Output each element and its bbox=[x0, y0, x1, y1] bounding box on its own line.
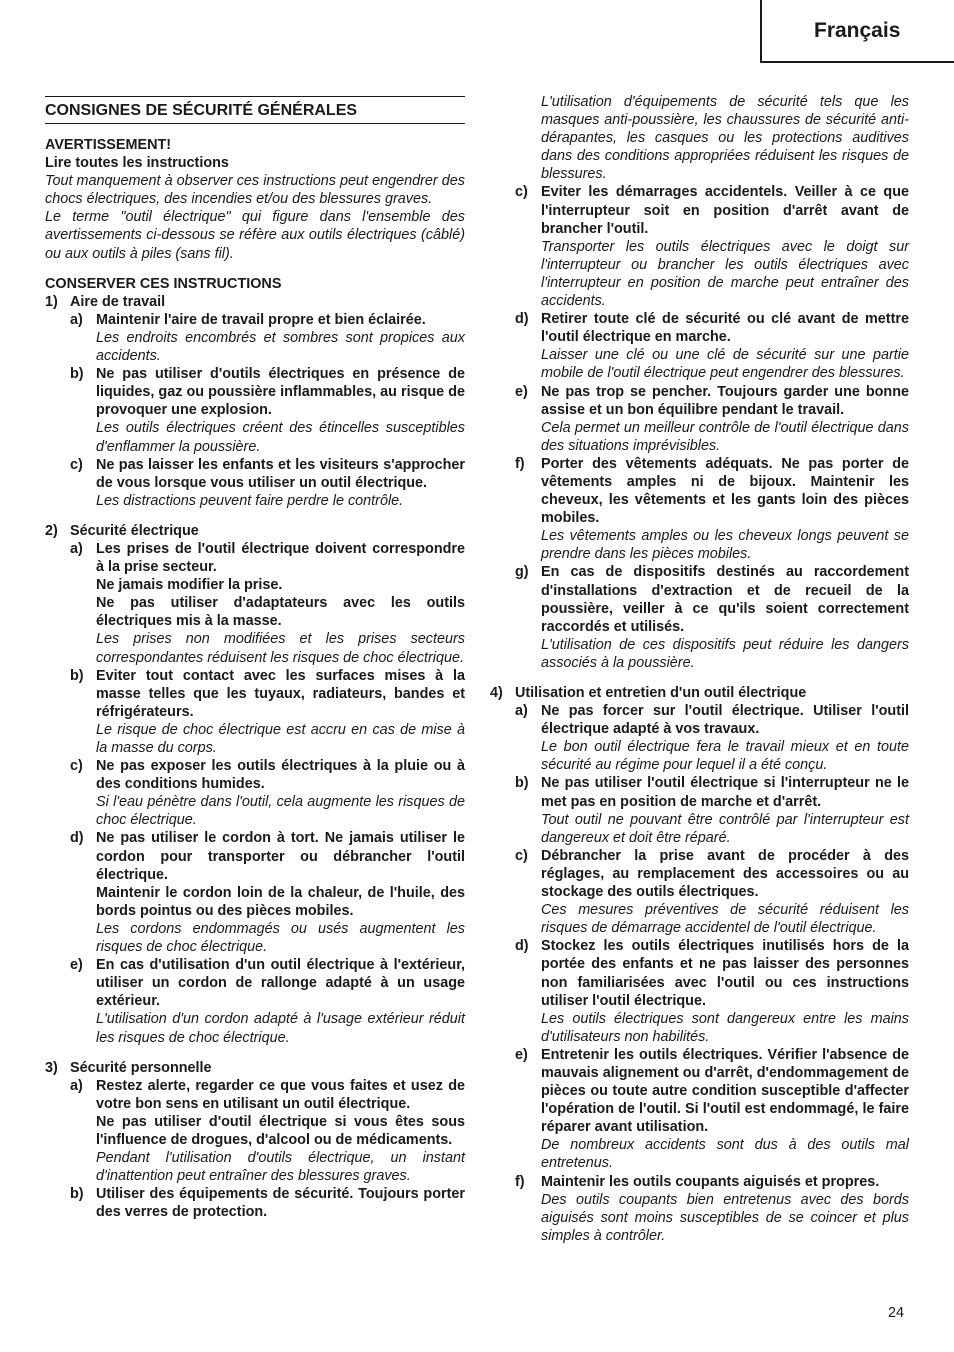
item-label: c) bbox=[515, 184, 528, 201]
list-item bbox=[515, 1173, 909, 1245]
list-item bbox=[70, 311, 465, 365]
section-gap bbox=[45, 510, 465, 522]
instruction-note: Les cordons endommagés ou usés augmentent les risques de choc électrique. bbox=[96, 920, 465, 956]
list-item bbox=[70, 829, 465, 956]
instruction-bold: Ne pas utiliser le cordon à tort. Ne jamais utiliser le cordon pour transporter ou débrancher l'outil électrique. bbox=[96, 830, 465, 883]
instruction-bold: Maintenir l'aire de travail propre et bien éclairée. bbox=[96, 311, 426, 328]
instruction-bold: Ne pas utiliser l'outil électrique si l'interrupteur ne le met pas en position de marche et d'arrêt. bbox=[541, 775, 909, 810]
section-heading bbox=[490, 684, 909, 702]
instruction-bold: Ne pas trop se pencher. Toujours garder une bonne assise et un bon équilibre pendant le travail. bbox=[541, 383, 909, 418]
section-heading bbox=[45, 522, 465, 540]
left-sections bbox=[45, 293, 465, 1222]
item-body bbox=[541, 383, 909, 455]
instruction-bold: Restez alerte, regarder ce que vous faites et usez de votre bon sens en utilisant un outil électrique. bbox=[96, 1077, 465, 1112]
instruction-note: De nombreux accidents sont dus à des outils mal entretenus. bbox=[541, 1137, 909, 1172]
instruction-note: Tout outil ne pouvant être contrôlé par l'interrupteur est dangereux et doit être réparé. bbox=[541, 811, 909, 846]
item-body bbox=[96, 667, 465, 757]
section-number: 4) bbox=[490, 685, 503, 701]
section-heading-text: Sécurité personnelle bbox=[70, 1059, 212, 1076]
instruction-bold: En cas de dispositifs destinés au raccordement d'installations d'extraction et de recueil de la poussière, veiller à ce qu'ils soient correctement raccordés et utilisés. bbox=[541, 564, 909, 635]
item-label: c) bbox=[70, 456, 83, 473]
warning-text: Tout manquement à observer ces instructions peut engendrer des chocs électriques, des incendies et/ou des blessures graves. bbox=[45, 173, 465, 208]
item-body bbox=[96, 1185, 465, 1221]
instruction-bold: Ne pas utiliser d'outils électriques en présence de liquides, gaz ou poussière inflammables, au risque de provoquer une explosion. bbox=[96, 366, 465, 419]
item-label: a) bbox=[515, 703, 528, 720]
section-number: 3) bbox=[45, 1059, 58, 1076]
instruction-note: Les vêtements amples ou les cheveux longs peuvent se prendre dans les pièces mobiles. bbox=[541, 528, 909, 563]
list-item bbox=[70, 1185, 465, 1221]
keep-instructions-heading: CONSERVER CES INSTRUCTIONS bbox=[45, 275, 282, 292]
item-body bbox=[541, 937, 909, 1046]
item-label: d) bbox=[70, 830, 84, 847]
list-item bbox=[70, 365, 465, 455]
item-label: b) bbox=[515, 775, 529, 792]
instruction-note: Des outils coupants bien entretenus avec des bords aiguisés sont moins susceptibles de se coincer et plus simples à contrôler. bbox=[541, 1191, 909, 1244]
instruction-note: Les prises non modifiées et les prises secteurs correspondantes réduisent les risques de choc électrique. bbox=[96, 631, 465, 666]
item-body bbox=[96, 456, 465, 510]
instruction-bold: Porter des vêtements adéquats. Ne pas porter de vêtements amples ni de bijoux. Maintenir les cheveux, les vêtements et les gants loin des pièces mobiles. bbox=[541, 455, 909, 527]
list-item bbox=[515, 847, 909, 937]
instruction-bold: Les prises de l'outil électrique doivent correspondre à la prise secteur. bbox=[96, 540, 465, 576]
section-number: 1) bbox=[45, 293, 58, 310]
item-body bbox=[96, 365, 465, 455]
instruction-bold: En cas d'utilisation d'un outil électrique à l'extérieur, utiliser un cordon de rallonge adapté à un usage extérieur. bbox=[96, 957, 465, 1010]
item-label: b) bbox=[70, 1186, 84, 1203]
item-body bbox=[541, 774, 909, 846]
item-label: d) bbox=[515, 311, 529, 328]
item-label: f) bbox=[515, 455, 525, 472]
instruction-bold: Ne jamais modifier la prise. bbox=[96, 577, 283, 594]
section-heading-text: Sécurité électrique bbox=[70, 522, 199, 539]
item-body bbox=[96, 956, 465, 1046]
item-label: b) bbox=[70, 667, 84, 684]
item-label: e) bbox=[515, 383, 528, 400]
item-label: a) bbox=[70, 1077, 83, 1094]
item-label: g) bbox=[515, 564, 529, 581]
instruction-bold: Ne pas forcer sur l'outil électrique. Utiliser l'outil électrique adapté à vos travaux. bbox=[541, 703, 909, 738]
item-label: c) bbox=[515, 847, 528, 864]
list-item bbox=[70, 540, 465, 667]
instruction-note: Cela permet un meilleur contrôle de l'outil électrique dans des situations imprévisibles. bbox=[541, 419, 909, 454]
item-body bbox=[541, 183, 909, 310]
list-item bbox=[70, 667, 465, 757]
instruction-bold: Entretenir les outils électriques. Vérifier l'absence de mauvais alignement ou d'arrêt, d'endommagement de pièces ou toute autre condition susceptible d'affecter l'opération de l'outil. Si l'outil est endommagé, le faire réparer avant utilisation. bbox=[541, 1046, 909, 1136]
item-body bbox=[541, 847, 909, 937]
list-item bbox=[515, 383, 909, 455]
list-item bbox=[515, 310, 909, 382]
item-body bbox=[541, 455, 909, 564]
section-heading-text: Utilisation et entretien d'un outil électrique bbox=[515, 685, 807, 701]
item-body bbox=[541, 1173, 909, 1245]
instruction-bold: Ne pas laisser les enfants et les visiteurs s'approcher de vous lorsque vous utiliser un outil électrique. bbox=[96, 456, 465, 491]
language-tab bbox=[760, 0, 954, 63]
item-label: e) bbox=[70, 957, 83, 974]
list-item bbox=[70, 757, 465, 829]
instruction-note: Les endroits encombrés et sombres sont propices aux accidents. bbox=[96, 329, 465, 365]
instruction-note: Les distractions peuvent faire perdre le contrôle. bbox=[96, 492, 404, 509]
instruction-bold: Eviter tout contact avec les surfaces mises à la masse telles que les tuyaux, radiateurs, bandes et réfrigérateurs. bbox=[96, 667, 465, 720]
instruction-note: Ces mesures préventives de sécurité réduisent les risques de démarrage accidentel de l'outil électrique. bbox=[541, 902, 909, 937]
continuation-text: L'utilisation d'équipements de sécurité tels que les masques anti-poussière, les chaussures de sécurité anti-dérapantes, les casques ou les protections auditives dans des conditions appropriées réduisent les risques de blessures. bbox=[541, 94, 909, 183]
instruction-bold: Ne pas exposer les outils électriques à la pluie ou à des conditions humides. bbox=[96, 758, 465, 793]
right-column bbox=[490, 93, 909, 1245]
instruction-bold: Maintenir les outils coupants aiguisés et propres. bbox=[541, 1173, 880, 1190]
section-gap bbox=[45, 1047, 465, 1059]
list-item bbox=[515, 702, 909, 774]
instruction-note: L'utilisation de ces dispositifs peut réduire les dangers associés à la poussière. bbox=[541, 636, 909, 671]
item-label: e) bbox=[515, 1046, 528, 1063]
list-item bbox=[70, 956, 465, 1046]
item-label: f) bbox=[515, 1173, 525, 1190]
section-heading bbox=[45, 293, 465, 311]
list-item bbox=[515, 183, 909, 310]
item-body bbox=[541, 563, 909, 672]
left-column bbox=[45, 93, 465, 1221]
instruction-bold: Débrancher la prise avant de procéder à des réglages, au remplacement des accessoires ou au stockage des outils électriques. bbox=[541, 847, 909, 901]
page-number: 24 bbox=[888, 1305, 905, 1321]
instruction-note: Les outils électriques créent des étincelles susceptibles d'enflammer la poussière. bbox=[96, 420, 465, 455]
item-label: d) bbox=[515, 938, 529, 955]
section-title: CONSIGNES DE SÉCURITÉ GÉNÉRALES bbox=[45, 96, 465, 124]
item-body bbox=[96, 1077, 465, 1186]
warning-title: AVERTISSEMENT! bbox=[45, 137, 172, 153]
instruction-bold: Eviter les démarrages accidentels. Veiller à ce que l'interrupteur soit en position d'arrêt avant de brancher l'outil. bbox=[541, 184, 909, 237]
item-body bbox=[541, 1046, 909, 1173]
item-label: b) bbox=[70, 366, 84, 383]
section-number: 2) bbox=[45, 522, 58, 539]
item-body bbox=[541, 702, 909, 774]
instruction-bold: Ne pas utiliser d'outil électrique si vous êtes sous l'influence de drogues, d'alcool ou de médicaments. bbox=[96, 1113, 465, 1148]
item-body bbox=[96, 311, 465, 365]
instruction-bold: Ne pas utiliser d'adaptateurs avec les outils électriques mis à la masse. bbox=[96, 595, 465, 630]
section-4-items bbox=[490, 702, 909, 1245]
section-3-continued bbox=[490, 183, 909, 672]
instruction-bold: Retirer toute clé de sécurité ou clé avant de mettre l'outil électrique en marche. bbox=[541, 311, 909, 346]
list-item bbox=[70, 456, 465, 510]
list-item bbox=[515, 774, 909, 846]
section-heading-text: Aire de travail bbox=[70, 293, 166, 310]
list-item bbox=[515, 937, 909, 1046]
list-item bbox=[515, 455, 909, 564]
item-body bbox=[541, 310, 909, 382]
instruction-note: Le risque de choc électrique est accru en cas de mise à la masse du corps. bbox=[96, 721, 465, 756]
list-item bbox=[515, 563, 909, 672]
language-label: Français bbox=[814, 18, 901, 42]
instruction-note: Si l'eau pénètre dans l'outil, cela augmente les risques de choc électrique. bbox=[96, 794, 465, 829]
item-label: c) bbox=[70, 758, 83, 775]
list-item bbox=[515, 1046, 909, 1173]
instruction-note: Les outils électriques sont dangereux entre les mains d'utilisateurs non habilités. bbox=[541, 1010, 909, 1045]
instruction-note: Le bon outil électrique fera le travail mieux et en toute sécurité au régime pour lequel il a été conçu. bbox=[541, 739, 909, 774]
warning-text: Le terme "outil électrique" qui figure dans l'ensemble des avertissements ci-dessous se réfère aux outils électriques (câblé) ou aux outils à piles (sans fil). bbox=[45, 209, 465, 262]
item-label: a) bbox=[70, 311, 83, 328]
item-body bbox=[96, 829, 465, 956]
instruction-note: Laisser une clé ou une clé de sécurité sur une partie mobile de l'outil électrique peut engendrer des blessures. bbox=[541, 347, 909, 382]
item-body bbox=[96, 540, 465, 667]
list-item bbox=[70, 1077, 465, 1186]
warning-subtitle: Lire toutes les instructions bbox=[45, 155, 229, 172]
instruction-note: Transporter les outils électriques avec le doigt sur l'interrupteur ou brancher les outils électriques avec l'interrupteur en position de marche peut entraîner des accidents. bbox=[541, 238, 909, 310]
instruction-note: L'utilisation d'un cordon adapté à l'usage extérieur réduit les risques de choc électrique. bbox=[96, 1011, 465, 1046]
instruction-note: Pendant l'utilisation d'outils électrique, un instant d'inattention peut entraîner des blessures graves. bbox=[96, 1150, 465, 1185]
instruction-bold: Maintenir le cordon loin de la chaleur, de l'huile, des bords pointus ou des pièces mobiles. bbox=[96, 884, 465, 919]
item-label: a) bbox=[70, 540, 83, 557]
section-heading bbox=[45, 1059, 465, 1077]
instruction-bold: Utiliser des équipements de sécurité. Toujours porter des verres de protection. bbox=[96, 1186, 465, 1221]
instruction-bold: Stockez les outils électriques inutilisés hors de la portée des enfants et ne pas laisser des personnes non familiarisées avec l'outil ou ces instructions utiliser l'outil électrique. bbox=[541, 938, 909, 1009]
item-body bbox=[96, 757, 465, 829]
